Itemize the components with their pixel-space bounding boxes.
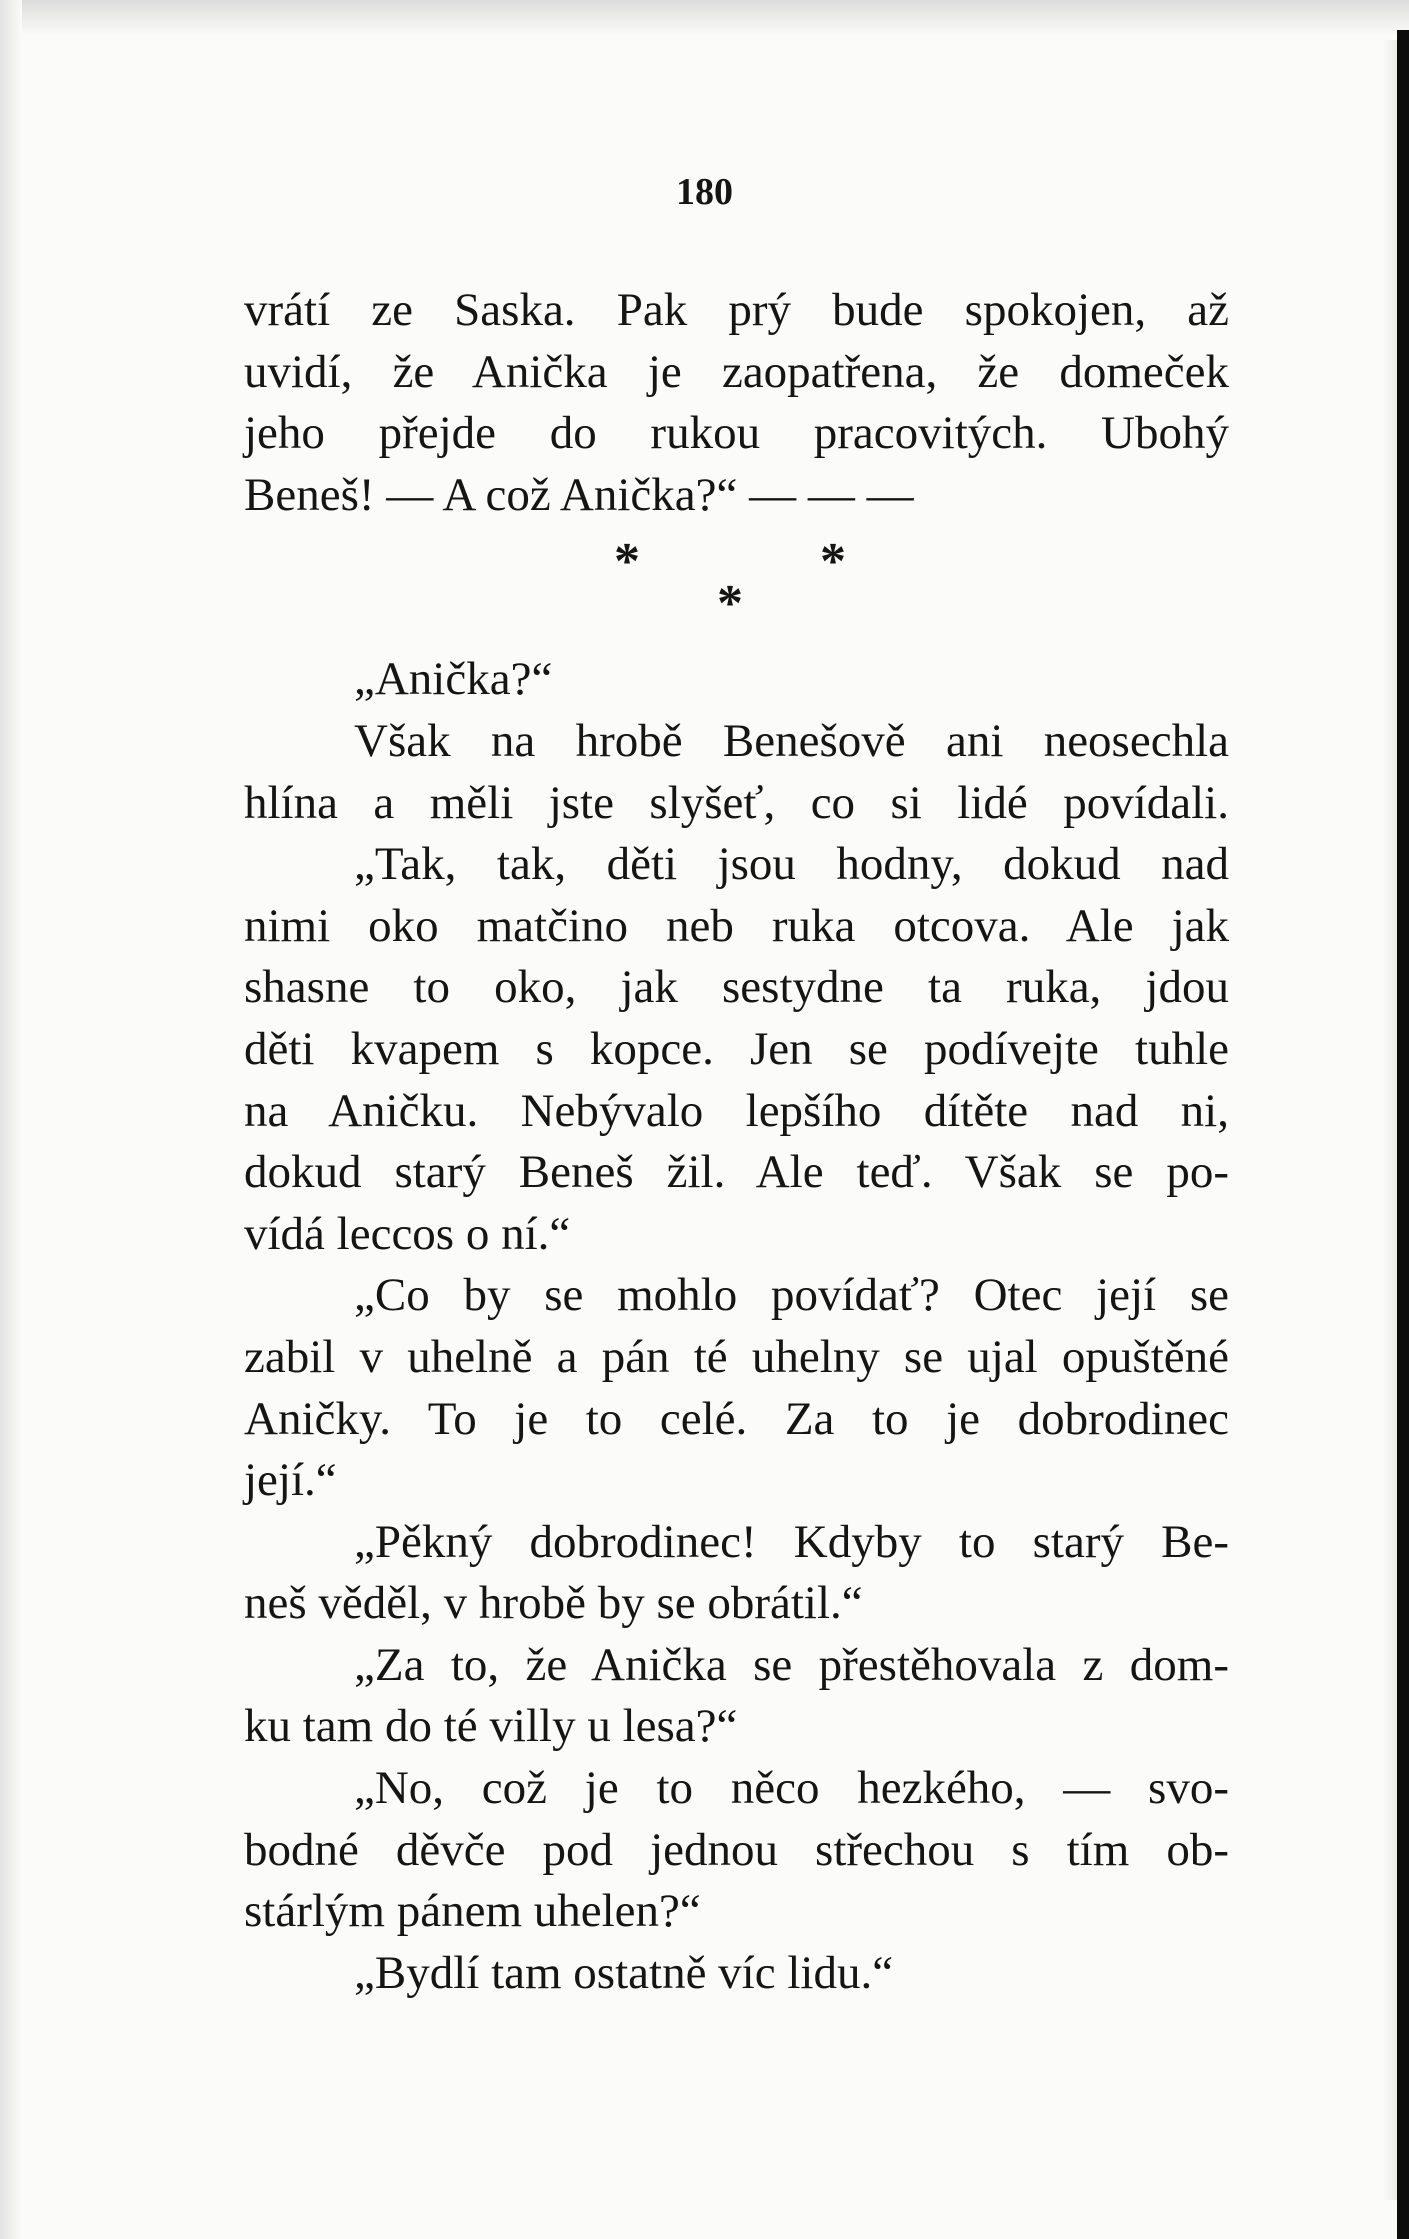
text-line: bodné děvče pod jednou střechou s tím ob-	[244, 1823, 1229, 1876]
text-line: „Co by se mohlo povídať? Otec její se	[354, 1269, 1229, 1322]
text-line: „Pěkný dobrodinec! Kdyby to starý Be-	[354, 1515, 1229, 1568]
text-line: zabil v uhelně a pán té uhelny se ujal opuštěné	[244, 1330, 1229, 1383]
page-edge-right	[1397, 30, 1409, 2239]
text-line: hlína a měli jste slyšeť, co si lidé povídali.	[244, 776, 1229, 829]
separator-star: *	[614, 533, 640, 591]
text-line: „Anička?“	[354, 653, 553, 706]
text-line: neš věděl, v hrobě by se obrátil.“	[244, 1577, 863, 1630]
text-line: Aničky. To je to celé. Za to je dobrodinec	[244, 1392, 1229, 1445]
text-line: „Za to, že Anička se přestěhovala z dom-	[354, 1638, 1229, 1691]
text-line: „Bydlí tam ostatně víc lidu.“	[354, 1946, 894, 1999]
text-line: jeho přejde do rukou pracovitých. Ubohý	[244, 407, 1229, 460]
separator-star: *	[717, 575, 743, 633]
scan-shadow-left	[0, 0, 22, 2239]
body-text	[244, 280, 1229, 2004]
text-line: ku tam do té villy u lesa?“	[244, 1700, 738, 1753]
text-line: dokud starý Beneš žil. Ale teď. Však se po-	[244, 1146, 1229, 1199]
page-number: 180	[676, 171, 733, 213]
text-line: stárlým pánem uhelen?“	[244, 1885, 701, 1938]
text-line: na Aničku. Nebývalo lepšího dítěte nad ni,	[244, 1084, 1229, 1137]
text-line: vídá leccos o ní.“	[244, 1207, 571, 1260]
separator-star: *	[820, 533, 846, 591]
section-separator	[244, 526, 1229, 649]
text-line: její.“	[244, 1454, 337, 1507]
text-line: uvidí, že Anička je zaopatřena, že domeček	[244, 345, 1229, 398]
text-line: „Tak, tak, děti jsou hodny, dokud nad	[354, 838, 1229, 891]
text-line: vrátí ze Saska. Pak prý bude spokojen, až	[244, 284, 1229, 336]
text-line: Však na hrobě Benešově ani neosechla	[354, 714, 1229, 767]
text-line: Beneš! — A což Anička?“ — — —	[244, 468, 914, 521]
text-line: shasne to oko, jak sestydne ta ruka, jdou	[244, 961, 1229, 1014]
text-line: „No, což je to něco hezkého, — svo-	[354, 1762, 1229, 1815]
text-line: děti kvapem s kopce. Jen se podívejte tuhle	[244, 1022, 1229, 1075]
text-line: nimi oko matčino neb ruka otcova. Ale jak	[244, 899, 1229, 952]
scan-shadow-top	[0, 0, 1409, 36]
